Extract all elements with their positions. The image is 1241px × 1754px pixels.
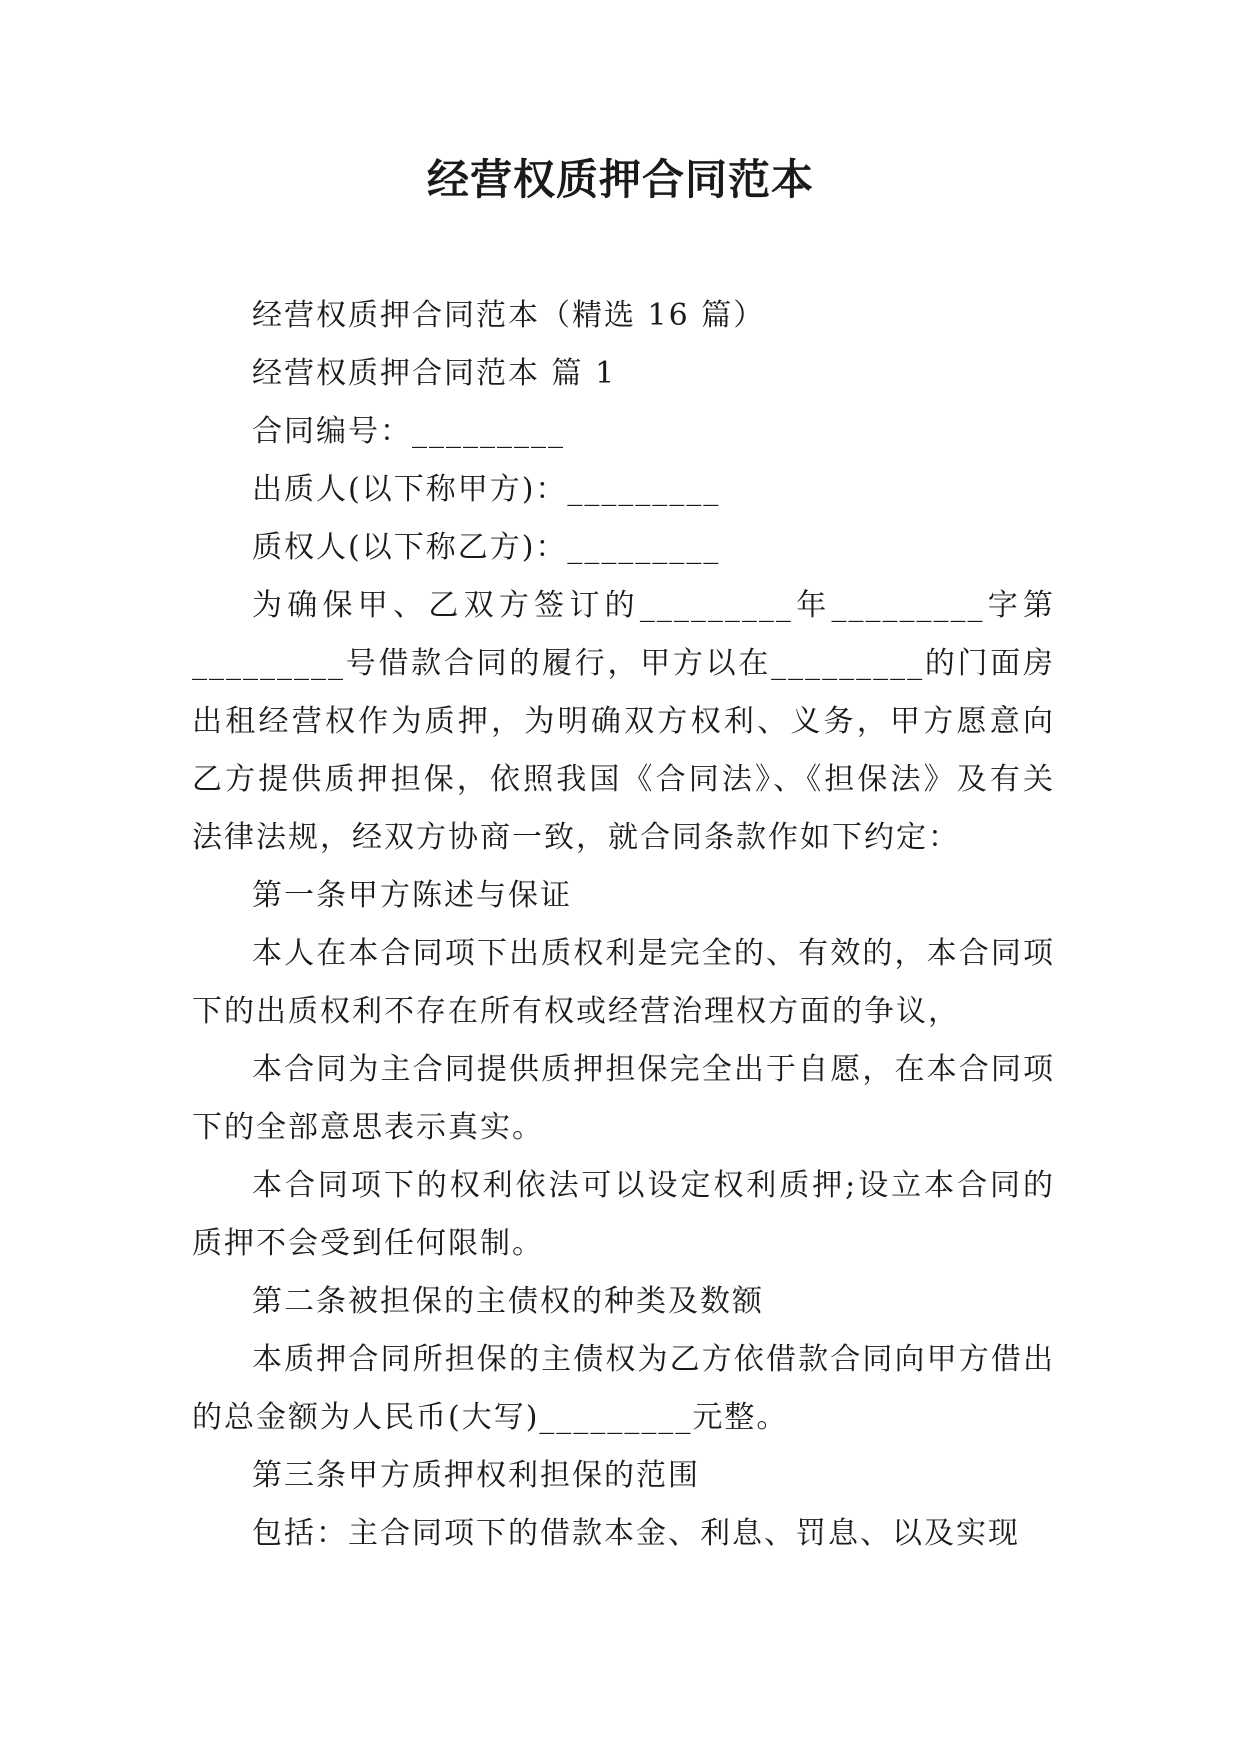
subtitle-paragraph: 经营权质押合同范本（精选 16 篇）	[252, 298, 766, 333]
article-1-paragraph-2: 本合同为主合同提供质押担保完全出于自愿，在本合同项下的全部意思表示真实。	[192, 1052, 1055, 1145]
page-title: 经营权质押合同范本	[426, 155, 814, 204]
article-2-heading: 第二条被担保的主债权的种类及数额	[252, 1284, 764, 1319]
section-heading: 经营权质押合同范本 篇 1	[252, 356, 617, 391]
article-1-heading: 第一条甲方陈述与保证	[252, 878, 572, 913]
article-1-paragraph-3: 本合同项下的权利依法可以设定权利质押;设立本合同的质押不会受到任何限制。	[192, 1168, 1055, 1261]
preamble-paragraph: 为确保甲、乙双方签订的_________年_________字第_________号借款合同的履行，甲方以在_________的门面房出租经营权作为质押，为明确双方权利、义务，甲方愿意向乙方提供质押担保，依照我国《合同法》、《担保法》及有关法律法规，经双方协商一致，就合同条款作如下约定：	[192, 588, 1055, 855]
pledgor-line: 出质人(以下称甲方)：_________	[252, 472, 721, 507]
contract-number-line: 合同编号：_________	[252, 414, 565, 449]
document-body	[192, 287, 1055, 1563]
article-2-paragraph: 本质押合同所担保的主债权为乙方依借款合同向甲方借出的总金额为人民币(大写)_________元整。	[192, 1342, 1055, 1435]
article-1-paragraph-1: 本人在本合同项下出质权利是完全的、有效的，本合同项下的出质权利不存在所有权或经营治理权方面的争议，	[192, 936, 1055, 1029]
pledgee-line: 质权人(以下称乙方)：_________	[252, 530, 721, 565]
article-3-heading: 第三条甲方质押权利担保的范围	[252, 1458, 700, 1493]
article-3-paragraph: 包括：主合同项下的借款本金、利息、罚息、以及实现	[252, 1516, 1020, 1551]
